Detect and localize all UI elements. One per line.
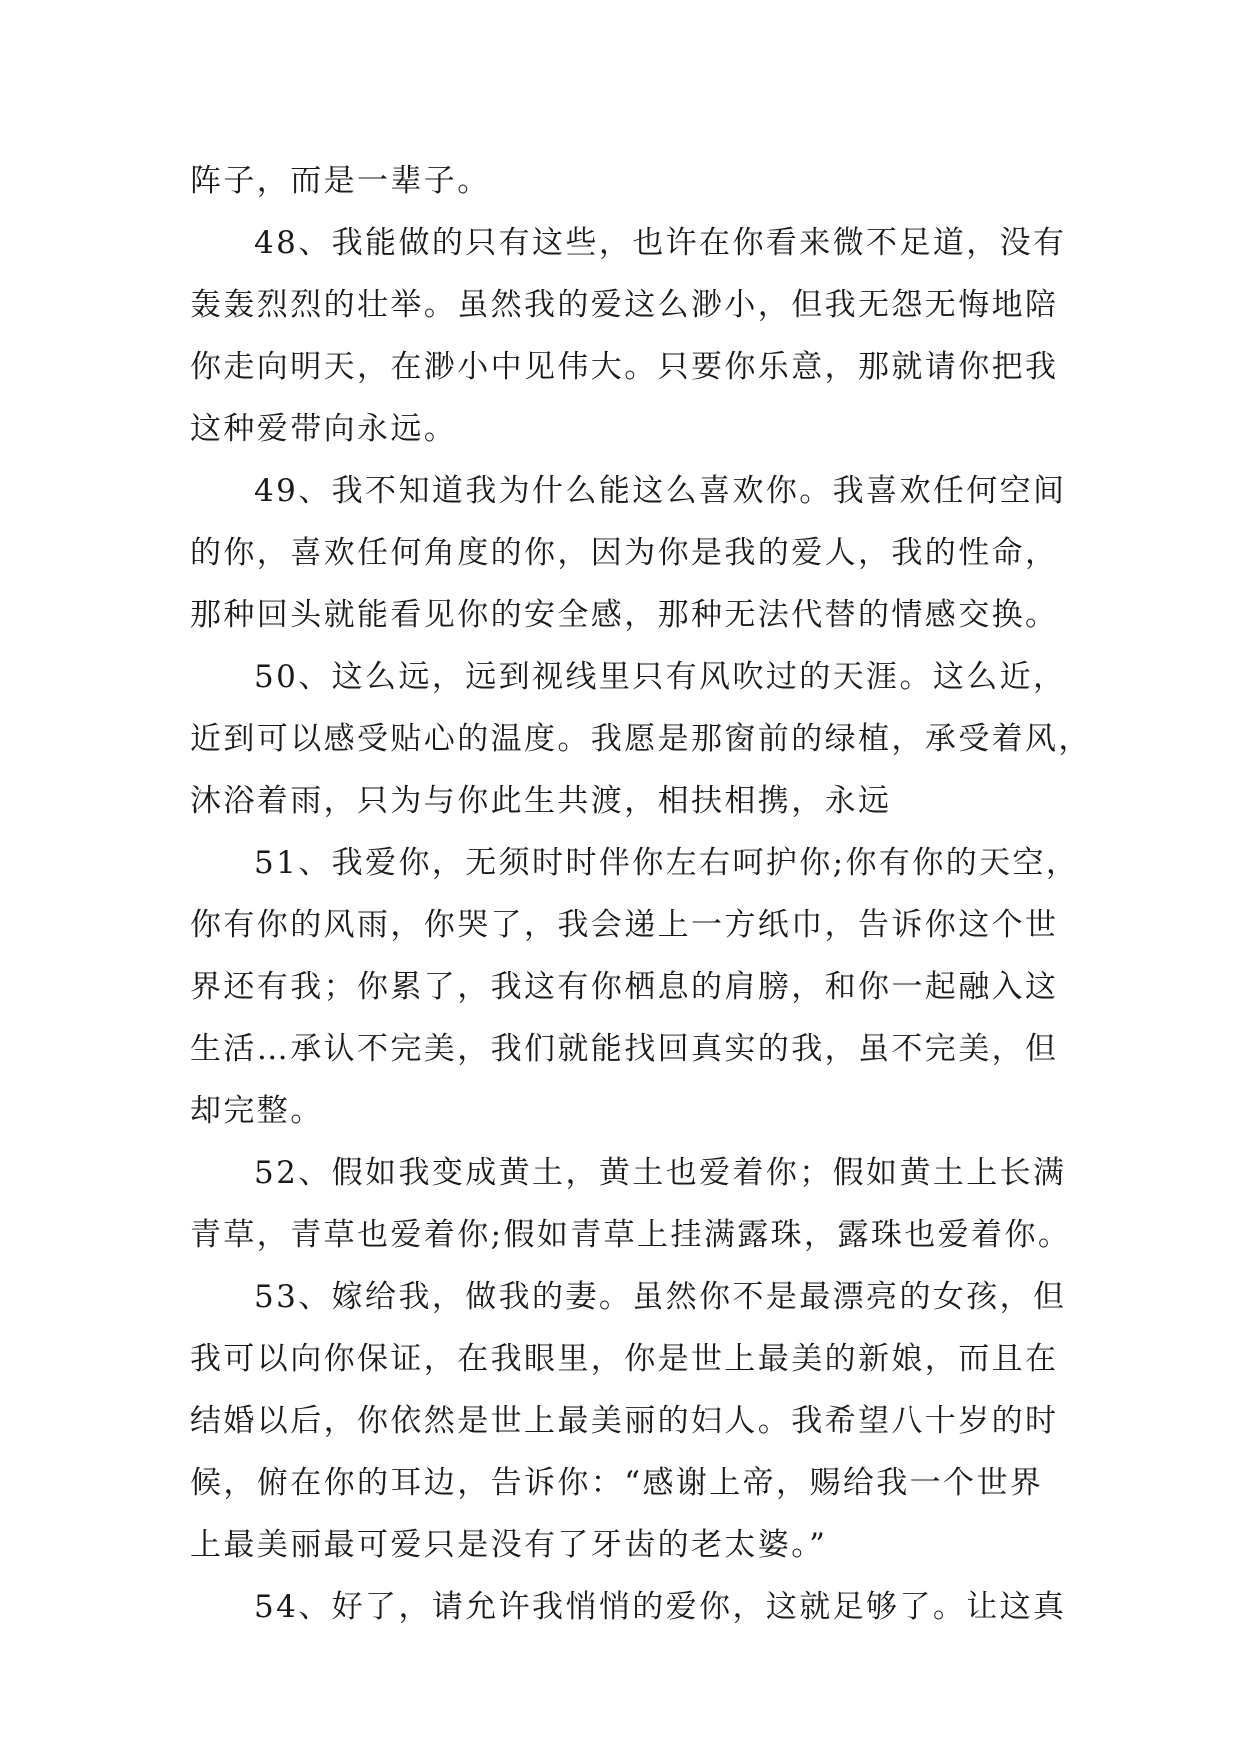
text-line: 那种回头就能看见你的安全感，那种无法代替的情感交换。	[190, 597, 1059, 633]
text-line: 近到可以感受贴心的温度。我愿是那窗前的绿植，承受着风，	[190, 721, 1092, 757]
text-line: 51、我爱你，无须时时伴你左右呵护你;你有你的天空，	[254, 845, 1080, 881]
text-line: 界还有我；你累了，我这有你栖息的肩膀，和你一起融入这	[190, 969, 1059, 1005]
text-line: 50、这么远，远到视线里只有风吹过的天涯。这么近，	[254, 659, 1067, 695]
text-line: 生活…承认不完美，我们就能找回真实的我，虽不完美，但	[190, 1031, 1059, 1067]
text-line: 你有你的风雨，你哭了，我会递上一方纸巾，告诉你这个世	[190, 907, 1059, 943]
text-line: 结婚以后，你依然是世上最美丽的妇人。我希望八十岁的时	[190, 1403, 1059, 1439]
text-line: 52、假如我变成黄土，黄土也爱着你；假如黄土上长满	[254, 1155, 1067, 1191]
text-line: 48、我能做的只有这些，也许在你看来微不足道，没有	[254, 225, 1067, 261]
text-line: 上最美丽最可爱只是没有了牙齿的老太婆。”	[190, 1527, 828, 1563]
text-line: 却完整。	[190, 1093, 324, 1129]
text-line: 53、嫁给我，做我的妻。虽然你不是最漂亮的女孩，但	[254, 1279, 1067, 1315]
text-line: 49、我不知道我为什么能这么喜欢你。我喜欢任何空间	[254, 473, 1067, 509]
text-line: 阵子，而是一辈子。	[190, 163, 491, 199]
text-line: 你走向明天，在渺小中见伟大。只要你乐意，那就请你把我	[190, 349, 1059, 385]
text-line: 这种爱带向永远。	[190, 411, 458, 447]
text-line: 青草，青草也爱着你;假如青草上挂满露珠，露珠也爱着你。	[190, 1217, 1072, 1253]
text-line: 轰轰烈烈的壮举。虽然我的爱这么渺小，但我无怨无悔地陪	[190, 287, 1059, 323]
text-line: 我可以向你保证，在我眼里，你是世上最美的新娘，而且在	[190, 1341, 1059, 1377]
text-line: 54、好了，请允许我悄悄的爱你，这就足够了。让这真	[254, 1589, 1067, 1625]
text-line: 沐浴着雨，只为与你此生共渡，相扶相携，永远	[190, 783, 892, 819]
text-line: 候，俯在你的耳边，告诉你：“感谢上帝，赐给我一个世界	[190, 1465, 1044, 1501]
text-line: 的你，喜欢任何角度的你，因为你是我的爱人，我的性命，	[190, 535, 1059, 571]
body-text	[190, 150, 1092, 1638]
